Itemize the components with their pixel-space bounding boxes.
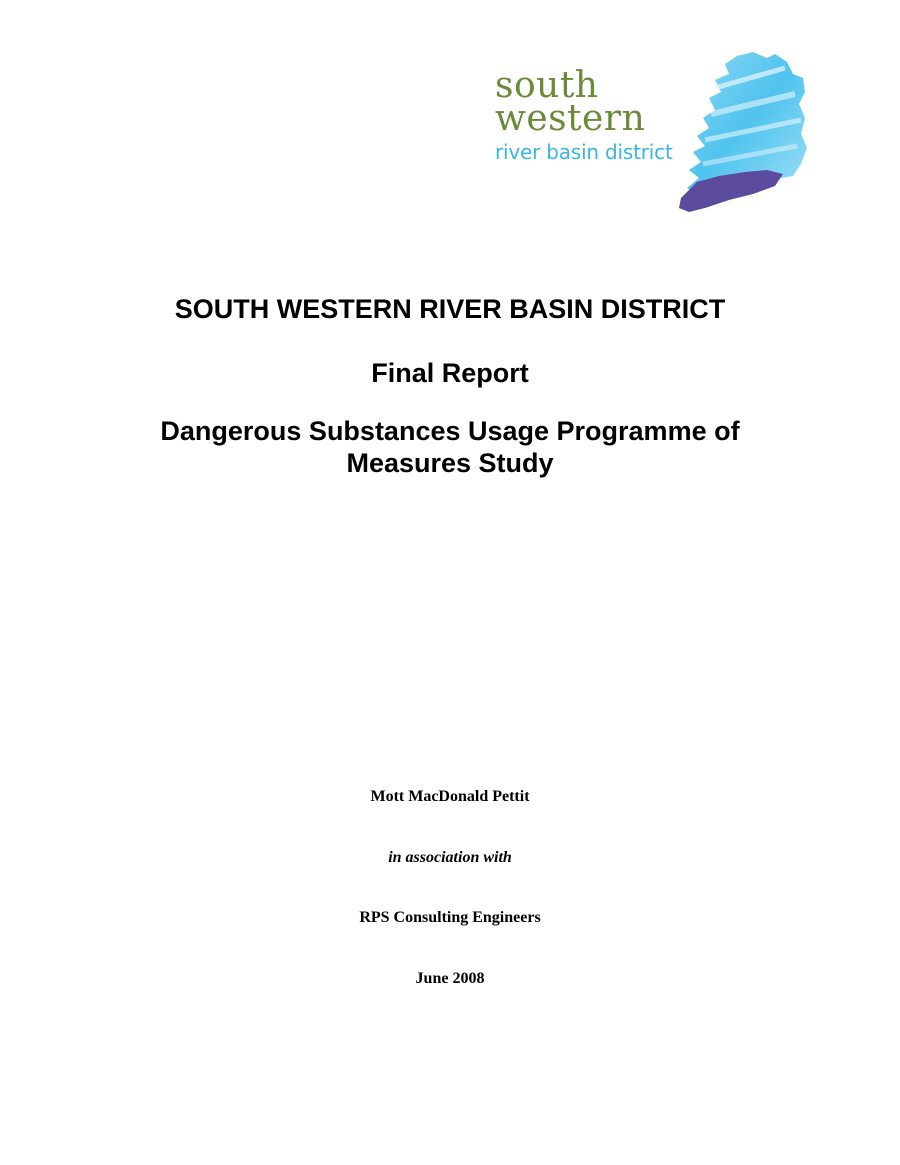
- logo-wordmark: [495, 65, 695, 164]
- association-note: in association with: [388, 849, 512, 866]
- logo-text-line-1: south: [495, 65, 599, 106]
- ireland-map-icon: [675, 48, 815, 218]
- report-title: SOUTH WESTERN RIVER BASIN DISTRICT: [174, 294, 726, 324]
- study-title-line-1: Dangerous Substances Usage Programme of: [160, 416, 740, 446]
- study-title: [0, 415, 900, 479]
- logo-text-line-2: western: [495, 98, 646, 139]
- district-logo: [495, 48, 815, 218]
- report-date: June 2008: [415, 970, 485, 987]
- study-title-line-2: Measures Study: [346, 448, 554, 478]
- partner-name: RPS Consulting Engineers: [359, 909, 541, 926]
- author-name: Mott MacDonald Pettit: [370, 788, 530, 805]
- logo-text-line-3: river basin district: [495, 140, 673, 164]
- report-subtitle: Final Report: [371, 358, 529, 388]
